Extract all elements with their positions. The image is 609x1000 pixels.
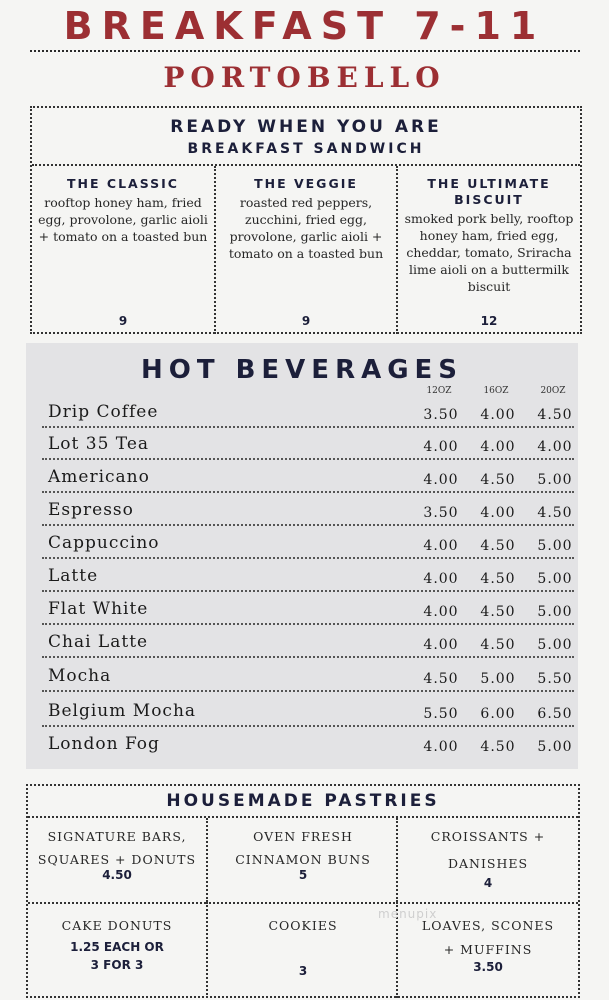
beverage-name: Cappuccino [48, 533, 160, 553]
beverage-price-12oz: 4.00 [423, 472, 459, 488]
sandwich-description: rooftop honey ham, fried egg, provolone, garlic aioli + tomato on a toasted bun [38, 195, 208, 244]
pastry-name [398, 822, 578, 878]
row-divider [42, 656, 574, 658]
watermark-text: menupix [378, 907, 438, 921]
sandwich-description: smoked pork belly, rooftop honey ham, fried egg, cheddar, tomato, Sriracha lime aioli on a buttermilk biscuit [404, 211, 574, 294]
pastry-name [398, 914, 578, 962]
pastries-section [26, 784, 580, 998]
hot-beverages-section [26, 343, 578, 769]
beverage-price-20oz: 5.00 [537, 571, 573, 587]
sandwich-item-classic [32, 166, 214, 334]
sandwich-description: roasted red peppers, zucchini, fried egg, provolone, garlic aioli + tomato on a toasted bun [228, 195, 384, 261]
pastries-grid [28, 816, 578, 998]
pastry-name: CAKE DONUTS [61, 918, 173, 933]
beverage-row-drip-coffee [42, 400, 574, 432]
beverage-price-16oz: 4.50 [480, 604, 516, 620]
pastry-price-line2: 3 FOR 3 [90, 958, 144, 972]
sandwich-name: THE CLASSIC [67, 176, 179, 191]
title-divider [30, 50, 580, 52]
sandwich-item-veggie [214, 166, 396, 334]
beverage-price-16oz: 4.00 [480, 439, 516, 455]
beverage-price-16oz: 4.50 [480, 472, 516, 488]
pastry-price: 3.50 [473, 960, 503, 974]
pastry-name-line1: OVEN FRESH [253, 829, 353, 844]
row-divider [42, 690, 574, 692]
pastry-name-line2: CINNAMON BUNS [235, 852, 371, 867]
pastry-price: 5 [298, 868, 308, 882]
beverage-row-americano [42, 465, 574, 497]
sandwich-item-ultimate-biscuit [396, 166, 580, 334]
beverage-price-20oz: 5.00 [537, 604, 573, 620]
beverage-price-20oz: 4.50 [537, 505, 573, 521]
row-divider [42, 458, 574, 460]
beverage-row-chai-latte [42, 630, 574, 662]
beverage-price-12oz: 4.00 [423, 439, 459, 455]
beverage-price-16oz: 4.50 [480, 571, 516, 587]
beverage-price-20oz: 4.50 [537, 407, 573, 423]
beverage-price-20oz: 5.50 [537, 671, 573, 687]
pastry-name-line1: CROISSANTS + [430, 829, 546, 844]
row-divider [42, 524, 574, 526]
beverage-price-16oz: 4.50 [480, 739, 516, 755]
beverage-name: Americano [48, 467, 150, 487]
beverage-name: Belgium Mocha [48, 701, 197, 721]
sandwich-price: 12 [480, 314, 498, 328]
pastry-name-line2: DANISHES [447, 856, 529, 871]
pastry-item-cookies [206, 902, 398, 998]
row-divider [42, 557, 574, 559]
beverage-row-london-fog [42, 732, 574, 764]
size-label-16oz: 16OZ [483, 386, 509, 396]
pastry-price: 4.50 [102, 868, 132, 882]
sandwich-items [32, 164, 580, 334]
sandwich-name: THE ULTIMATE BISCUIT [427, 176, 551, 207]
beverage-row-lot-35-tea [42, 432, 574, 464]
beverage-row-belgium-mocha [42, 699, 574, 731]
pastry-item-croissants [396, 818, 578, 902]
beverage-price-20oz: 5.00 [537, 472, 573, 488]
sandwich-section [30, 106, 582, 334]
sandwich-name: THE VEGGIE [254, 176, 358, 191]
beverage-price-12oz: 4.50 [423, 671, 459, 687]
row-divider [42, 725, 574, 727]
pastry-name-line2: SQUARES + DONUTS [37, 852, 197, 867]
beverage-price-20oz: 5.00 [537, 739, 573, 755]
beverage-row-cappuccino [42, 531, 574, 563]
size-label-20oz: 20OZ [540, 386, 566, 396]
beverages-heading: HOT BEVERAGES [140, 355, 464, 385]
beverage-row-espresso [42, 498, 574, 530]
pastry-item-bars [28, 818, 206, 902]
beverage-price-20oz: 5.00 [537, 538, 573, 554]
pastry-price: 4 [483, 876, 493, 890]
location-title: PORTOBELLO [163, 61, 446, 94]
beverage-price-12oz: 3.50 [423, 407, 459, 423]
beverage-price-16oz: 4.50 [480, 637, 516, 653]
beverage-price-12oz: 4.00 [423, 571, 459, 587]
pastry-name: COOKIES [268, 918, 338, 933]
size-label-12oz: 12OZ [426, 386, 452, 396]
beverage-price-16oz: 6.00 [480, 706, 516, 722]
sandwich-price: 9 [301, 314, 311, 328]
beverage-name: Mocha [48, 666, 112, 686]
row-divider [42, 426, 574, 428]
pastry-item-cinnamon-buns [206, 818, 398, 902]
beverage-price-16oz: 4.50 [480, 538, 516, 554]
pastry-item-cake-donuts [28, 902, 206, 998]
beverage-name: Latte [48, 566, 99, 586]
beverage-price-16oz: 4.00 [480, 407, 516, 423]
beverage-row-flat-white [42, 597, 574, 629]
menu-title: BREAKFAST 7-11 [63, 4, 546, 48]
beverage-price-20oz: 4.00 [537, 439, 573, 455]
beverage-name: Lot 35 Tea [48, 434, 150, 454]
beverage-name: Drip Coffee [48, 402, 159, 422]
sandwich-price: 9 [118, 314, 128, 328]
row-divider [42, 590, 574, 592]
beverage-price-20oz: 5.00 [537, 637, 573, 653]
beverage-price-20oz: 6.50 [537, 706, 573, 722]
sandwich-heading-line2: BREAKFAST SANDWICH [187, 141, 425, 157]
row-divider [42, 623, 574, 625]
beverage-price-12oz: 4.00 [423, 604, 459, 620]
beverage-price-12oz: 4.00 [423, 538, 459, 554]
beverage-price-12oz: 4.00 [423, 739, 459, 755]
row-divider [42, 491, 574, 493]
beverage-name: Flat White [48, 599, 149, 619]
pastry-name-line1: SIGNATURE BARS, [47, 829, 187, 844]
beverage-name: Espresso [48, 500, 134, 520]
beverage-price-16oz: 4.00 [480, 505, 516, 521]
sandwich-heading-line1: READY WHEN YOU ARE [170, 117, 442, 137]
pastry-price: 3 [298, 964, 308, 978]
beverage-price-12oz: 3.50 [423, 505, 459, 521]
beverage-price-12oz: 5.50 [423, 706, 459, 722]
beverage-price-12oz: 4.00 [423, 637, 459, 653]
beverage-name: Chai Latte [48, 632, 149, 652]
pastry-name-line1: LOAVES, SCONES [421, 918, 555, 933]
beverage-row-latte [42, 564, 574, 596]
pastries-heading: HOUSEMADE PASTRIES [166, 791, 440, 811]
beverage-row-mocha [42, 664, 574, 696]
beverage-name: London Fog [48, 734, 160, 754]
beverage-price-16oz: 5.00 [480, 671, 516, 687]
pastry-price-line1: 1.25 EACH OR [70, 940, 164, 954]
pastry-name-line2: + MUFFINS [443, 942, 533, 957]
